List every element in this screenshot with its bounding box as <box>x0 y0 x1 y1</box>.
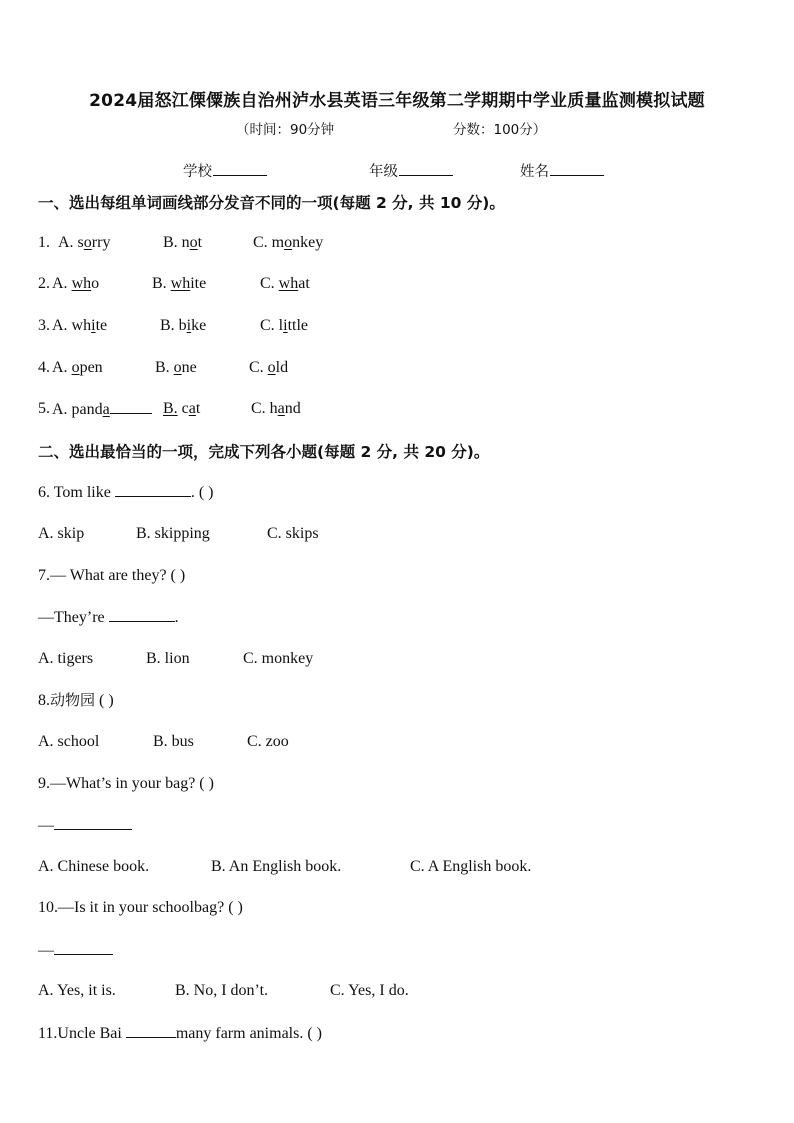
q6-option-c[interactable]: C. skips <box>267 525 319 542</box>
q4-option-c[interactable]: C. old <box>249 359 289 376</box>
q5-option-a[interactable]: A. panda <box>52 398 152 421</box>
q10-option-c[interactable]: C. Yes, I do. <box>330 982 409 999</box>
name-field[interactable]: 姓名 <box>520 160 604 181</box>
q3-option-a[interactable]: A. white <box>52 317 108 334</box>
q6-option-a[interactable]: A. skip <box>38 525 85 542</box>
q8-option-b[interactable]: B. bus <box>153 733 194 750</box>
q2-option-c[interactable]: C. what <box>260 275 310 292</box>
q9-option-b[interactable]: B. An English book. <box>211 858 342 875</box>
q11-blank[interactable] <box>126 1022 176 1038</box>
student-info <box>0 160 794 180</box>
q10-blank[interactable] <box>54 939 113 955</box>
exam-score: 分数：100分） <box>453 122 547 138</box>
q8-option-c[interactable]: C. zoo <box>247 733 289 750</box>
q3-option-c[interactable]: C. little <box>260 317 309 334</box>
grade-field[interactable]: 年级 <box>369 160 453 181</box>
q1-option-a[interactable]: A. sorry <box>58 234 111 251</box>
q10-option-b[interactable]: B. No, I don’t. <box>175 982 269 999</box>
q6-option-b[interactable]: B. skipping <box>136 525 210 542</box>
q7-blank[interactable] <box>109 606 175 622</box>
q8-option-a[interactable]: A. school <box>38 733 100 750</box>
q4-option-a[interactable]: A. open <box>52 359 103 376</box>
q2-option-a[interactable]: A. who <box>52 275 100 292</box>
section-1-heading: 一、选出每组单词画线部分发音不同的一项(每题 2 分, 共 10 分)。 <box>38 194 505 212</box>
q5-option-c[interactable]: C. hand <box>251 400 301 417</box>
q7-option-a[interactable]: A. tigers <box>38 650 94 667</box>
q2-option-b[interactable]: B. white <box>152 275 207 292</box>
q7-option-b[interactable]: B. lion <box>146 650 190 667</box>
q7-option-c[interactable]: C. monkey <box>243 650 314 667</box>
exam-time: （时间：90分钟 <box>236 122 335 138</box>
exam-page: 2024届怒江傈僳族自治州泸水县英语三年级第二学期期中学业质量监测模拟试题 （时间：90分钟 分数：100分） 学校 年级 姓名 一、选出每组单词画线部分发音不同的一项(每题 2 分, 共 10 分)。 1. A. sorry B. not C. monkey 2. A. who B. white C. what 3. A. white B. bike C. little 4. A. open B. one C. old 5. A. panda B. cat C. hand 二、选出最恰当的一项，完成下列各小题(每题 2 分, 共 20 分)。 6. Tom like . ( ) A. skip B. skipping C. skips 7.— What are they? ( ) —They’re . A. tigers B. lion C. monkey 8.动物园 ( ) A. school B. bus C. zoo 9.—What’s in your bag? ( ) — A. Chinese book. B. An English book. C. A English book. 10.—Is it in your schoolbag? ( ) — A. Yes, it is. B. No, I don’t. C. Yes, I do. 11.Uncle Bai many farm animals. ( ) <box>0 0 794 1123</box>
q6-blank[interactable] <box>115 481 191 497</box>
q3-option-b[interactable]: B. bike <box>160 317 207 334</box>
q1-option-b[interactable]: B. not <box>163 234 203 251</box>
q9-option-c[interactable]: C. A English book. <box>410 858 532 875</box>
q4-option-b[interactable]: B. one <box>155 359 197 376</box>
exam-title: 2024届怒江傈僳族自治州泸水县英语三年级第二学期期中学业质量监测模拟试题 <box>89 91 705 111</box>
q1-option-c[interactable]: C. monkey <box>253 234 324 251</box>
exam-meta <box>0 118 794 136</box>
section-2-heading: 二、选出最恰当的一项，完成下列各小题(每题 2 分, 共 20 分)。 <box>38 443 490 461</box>
q10-option-a[interactable]: A. Yes, it is. <box>38 982 116 999</box>
school-field[interactable]: 学校 <box>183 160 267 181</box>
q5-option-b[interactable]: B. cat <box>163 400 201 417</box>
q9-option-a[interactable]: A. Chinese book. <box>38 858 150 875</box>
q9-blank[interactable] <box>54 814 132 830</box>
